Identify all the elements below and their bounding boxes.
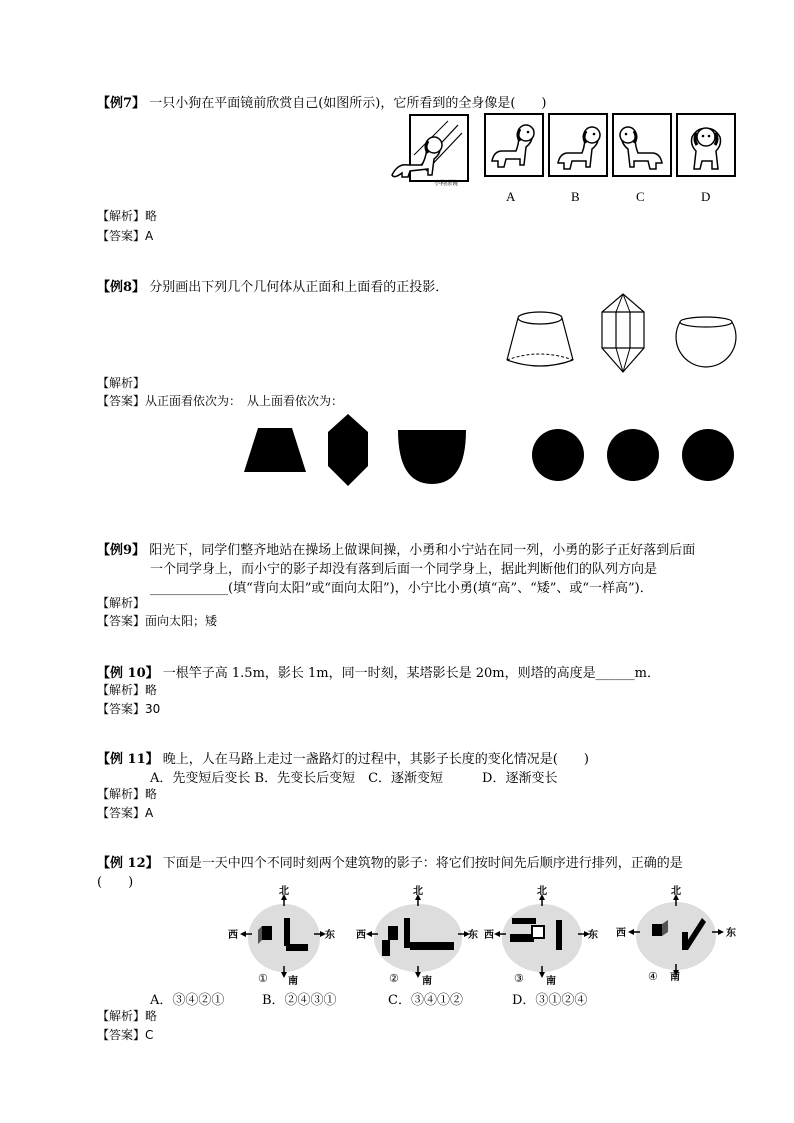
ex7-question: 一只小狗在平面镜前欣赏自己(如图所示)，它所看到的全身像是( ) bbox=[149, 96, 547, 111]
ex7-analysis: 【解析】略 bbox=[97, 209, 158, 223]
ex12-panel-2 bbox=[356, 886, 480, 987]
ex8-front-trapezoid bbox=[244, 428, 306, 474]
ex9-answer: 【答案】面向太阳；矮 bbox=[97, 614, 218, 628]
ex7-option-d-label: D bbox=[701, 189, 711, 204]
ex12-option-c: C．③④①② bbox=[388, 993, 463, 1008]
ex9-text1: 阳光下，同学们整齐地站在操场上做课间操，小勇和小宁站在同一列，小勇的影子正好落到后面 bbox=[149, 543, 696, 558]
ex11-question-line bbox=[97, 748, 589, 767]
ex10-question: 一根竿子高 1.5m，影长 1m，同一时刻，某塔影长是 20m，则塔的高度是______m． bbox=[162, 666, 660, 681]
ex12-p3-south: 南 bbox=[546, 976, 556, 987]
ex12-analysis: 【解析】略 bbox=[97, 1009, 158, 1023]
ex12-answer: 【答案】C bbox=[97, 1028, 154, 1042]
ex12-paren: ( ) bbox=[97, 875, 134, 890]
ex8-hexagonal-prism bbox=[600, 292, 646, 374]
ex12-p3-west: 西 bbox=[484, 930, 494, 941]
ex8-front-hexagon bbox=[328, 414, 368, 486]
ex9-analysis: 【解析】 bbox=[97, 596, 146, 610]
ex12-question: 下面是一天中四个不同时刻两个建筑物的影子：将它们按时间先后顺序进行排列，正确的是 bbox=[162, 856, 683, 871]
ex7-option-b-label: B bbox=[571, 189, 580, 204]
ex12-panel-3 bbox=[484, 886, 602, 987]
ex10-analysis: 【解析】略 bbox=[97, 683, 158, 697]
ex8-analysis: 【解析】 bbox=[97, 376, 146, 390]
ex8-answer: 【答案】从正面看依次为： 从上面看依次为： bbox=[97, 394, 344, 408]
ex12-p1-east: 东 bbox=[325, 930, 335, 941]
ex11-answer: 【答案】A bbox=[97, 806, 154, 820]
ex12-p1-num: ① bbox=[258, 972, 268, 985]
ex12-p4-east: 东 bbox=[726, 928, 736, 939]
ex8-frustum bbox=[504, 308, 576, 368]
ex12-p4-west: 西 bbox=[616, 928, 626, 939]
ex12-option-a: A．③④②① bbox=[150, 993, 225, 1008]
ex7-option-c-label: C bbox=[636, 189, 645, 204]
ex9-tag: 【例9】 bbox=[97, 543, 146, 558]
ex10-question-line bbox=[97, 662, 660, 681]
ex12-p2-north: 北 bbox=[413, 886, 423, 897]
ex12-p2-num: ② bbox=[389, 972, 399, 985]
ex12-p3-num: ③ bbox=[514, 972, 524, 985]
ex7-option-b-figure bbox=[548, 113, 608, 177]
ex12-panel-4 bbox=[614, 888, 738, 984]
ex11-analysis: 【解析】略 bbox=[97, 787, 158, 801]
ex7-mirror-figure bbox=[388, 113, 472, 188]
ex7-question-line bbox=[97, 92, 546, 111]
ex12-p1-west: 西 bbox=[228, 930, 238, 941]
ex8-top-circle-1 bbox=[532, 429, 584, 481]
ex7-mirror-caption: 小狗照镜 bbox=[434, 180, 459, 187]
ex8-top-circle-2 bbox=[607, 429, 659, 481]
ex7-option-c-figure bbox=[612, 113, 672, 177]
ex12-p4-num: ④ bbox=[648, 970, 658, 983]
ex8-top-circle-3 bbox=[682, 429, 734, 481]
ex8-question: 分别画出下列几个几何体从正面和上面看的正投影． bbox=[149, 280, 449, 295]
ex9-line2: 一个同学身上，而小宁的影子却没有落到后面一个同学身上，据此判断他们的队列方向是 bbox=[150, 562, 658, 577]
ex8-question-line bbox=[97, 276, 448, 295]
ex11-options: A．先变短后变长 B．先变长后变短 C．逐渐变短 D．逐渐变长 bbox=[150, 771, 558, 786]
ex8-front-half-circle bbox=[398, 430, 466, 484]
ex12-panel-1 bbox=[228, 886, 335, 987]
ex7-option-d-figure bbox=[676, 113, 736, 177]
ex12-p4-south: 南 bbox=[670, 972, 680, 983]
ex8-tag: 【例8】 bbox=[97, 280, 146, 295]
ex9-line1 bbox=[97, 539, 695, 558]
ex11-question: 晚上，人在马路上走过一盏路灯的过程中，其影子长度的变化情况是( ) bbox=[162, 752, 589, 767]
ex12-option-d: D．③①②④ bbox=[512, 993, 588, 1008]
ex10-answer: 【答案】30 bbox=[97, 702, 161, 716]
ex12-p1-south: 南 bbox=[288, 976, 298, 987]
ex12-question-line bbox=[97, 852, 683, 871]
ex12-p2-west: 西 bbox=[356, 930, 366, 941]
ex8-cut-sphere bbox=[674, 310, 738, 372]
ex12-p2-east: 东 bbox=[468, 930, 478, 941]
ex11-tag: 【例 11】 bbox=[97, 752, 159, 767]
ex10-tag: 【例 10】 bbox=[97, 666, 159, 681]
ex7-option-a-figure bbox=[484, 113, 544, 177]
ex12-option-b: B．②④③① bbox=[262, 993, 337, 1008]
ex12-p3-east: 东 bbox=[588, 930, 598, 941]
ex7-option-a-label: A bbox=[506, 189, 516, 204]
ex12-p3-north: 北 bbox=[537, 886, 547, 897]
ex12-p4-north: 北 bbox=[671, 886, 681, 897]
ex12-p2-south: 南 bbox=[422, 976, 432, 987]
ex9-line3: ____________(填“背向太阳”或“面向太阳”)，小宁比小勇(填“高”、“矮”、或“一样高”)． bbox=[150, 581, 653, 596]
ex12-tag: 【例 12】 bbox=[97, 856, 159, 871]
ex7-answer: 【答案】A bbox=[97, 229, 154, 243]
ex7-tag: 【例7】 bbox=[97, 96, 146, 111]
ex12-p1-north: 北 bbox=[279, 886, 289, 897]
